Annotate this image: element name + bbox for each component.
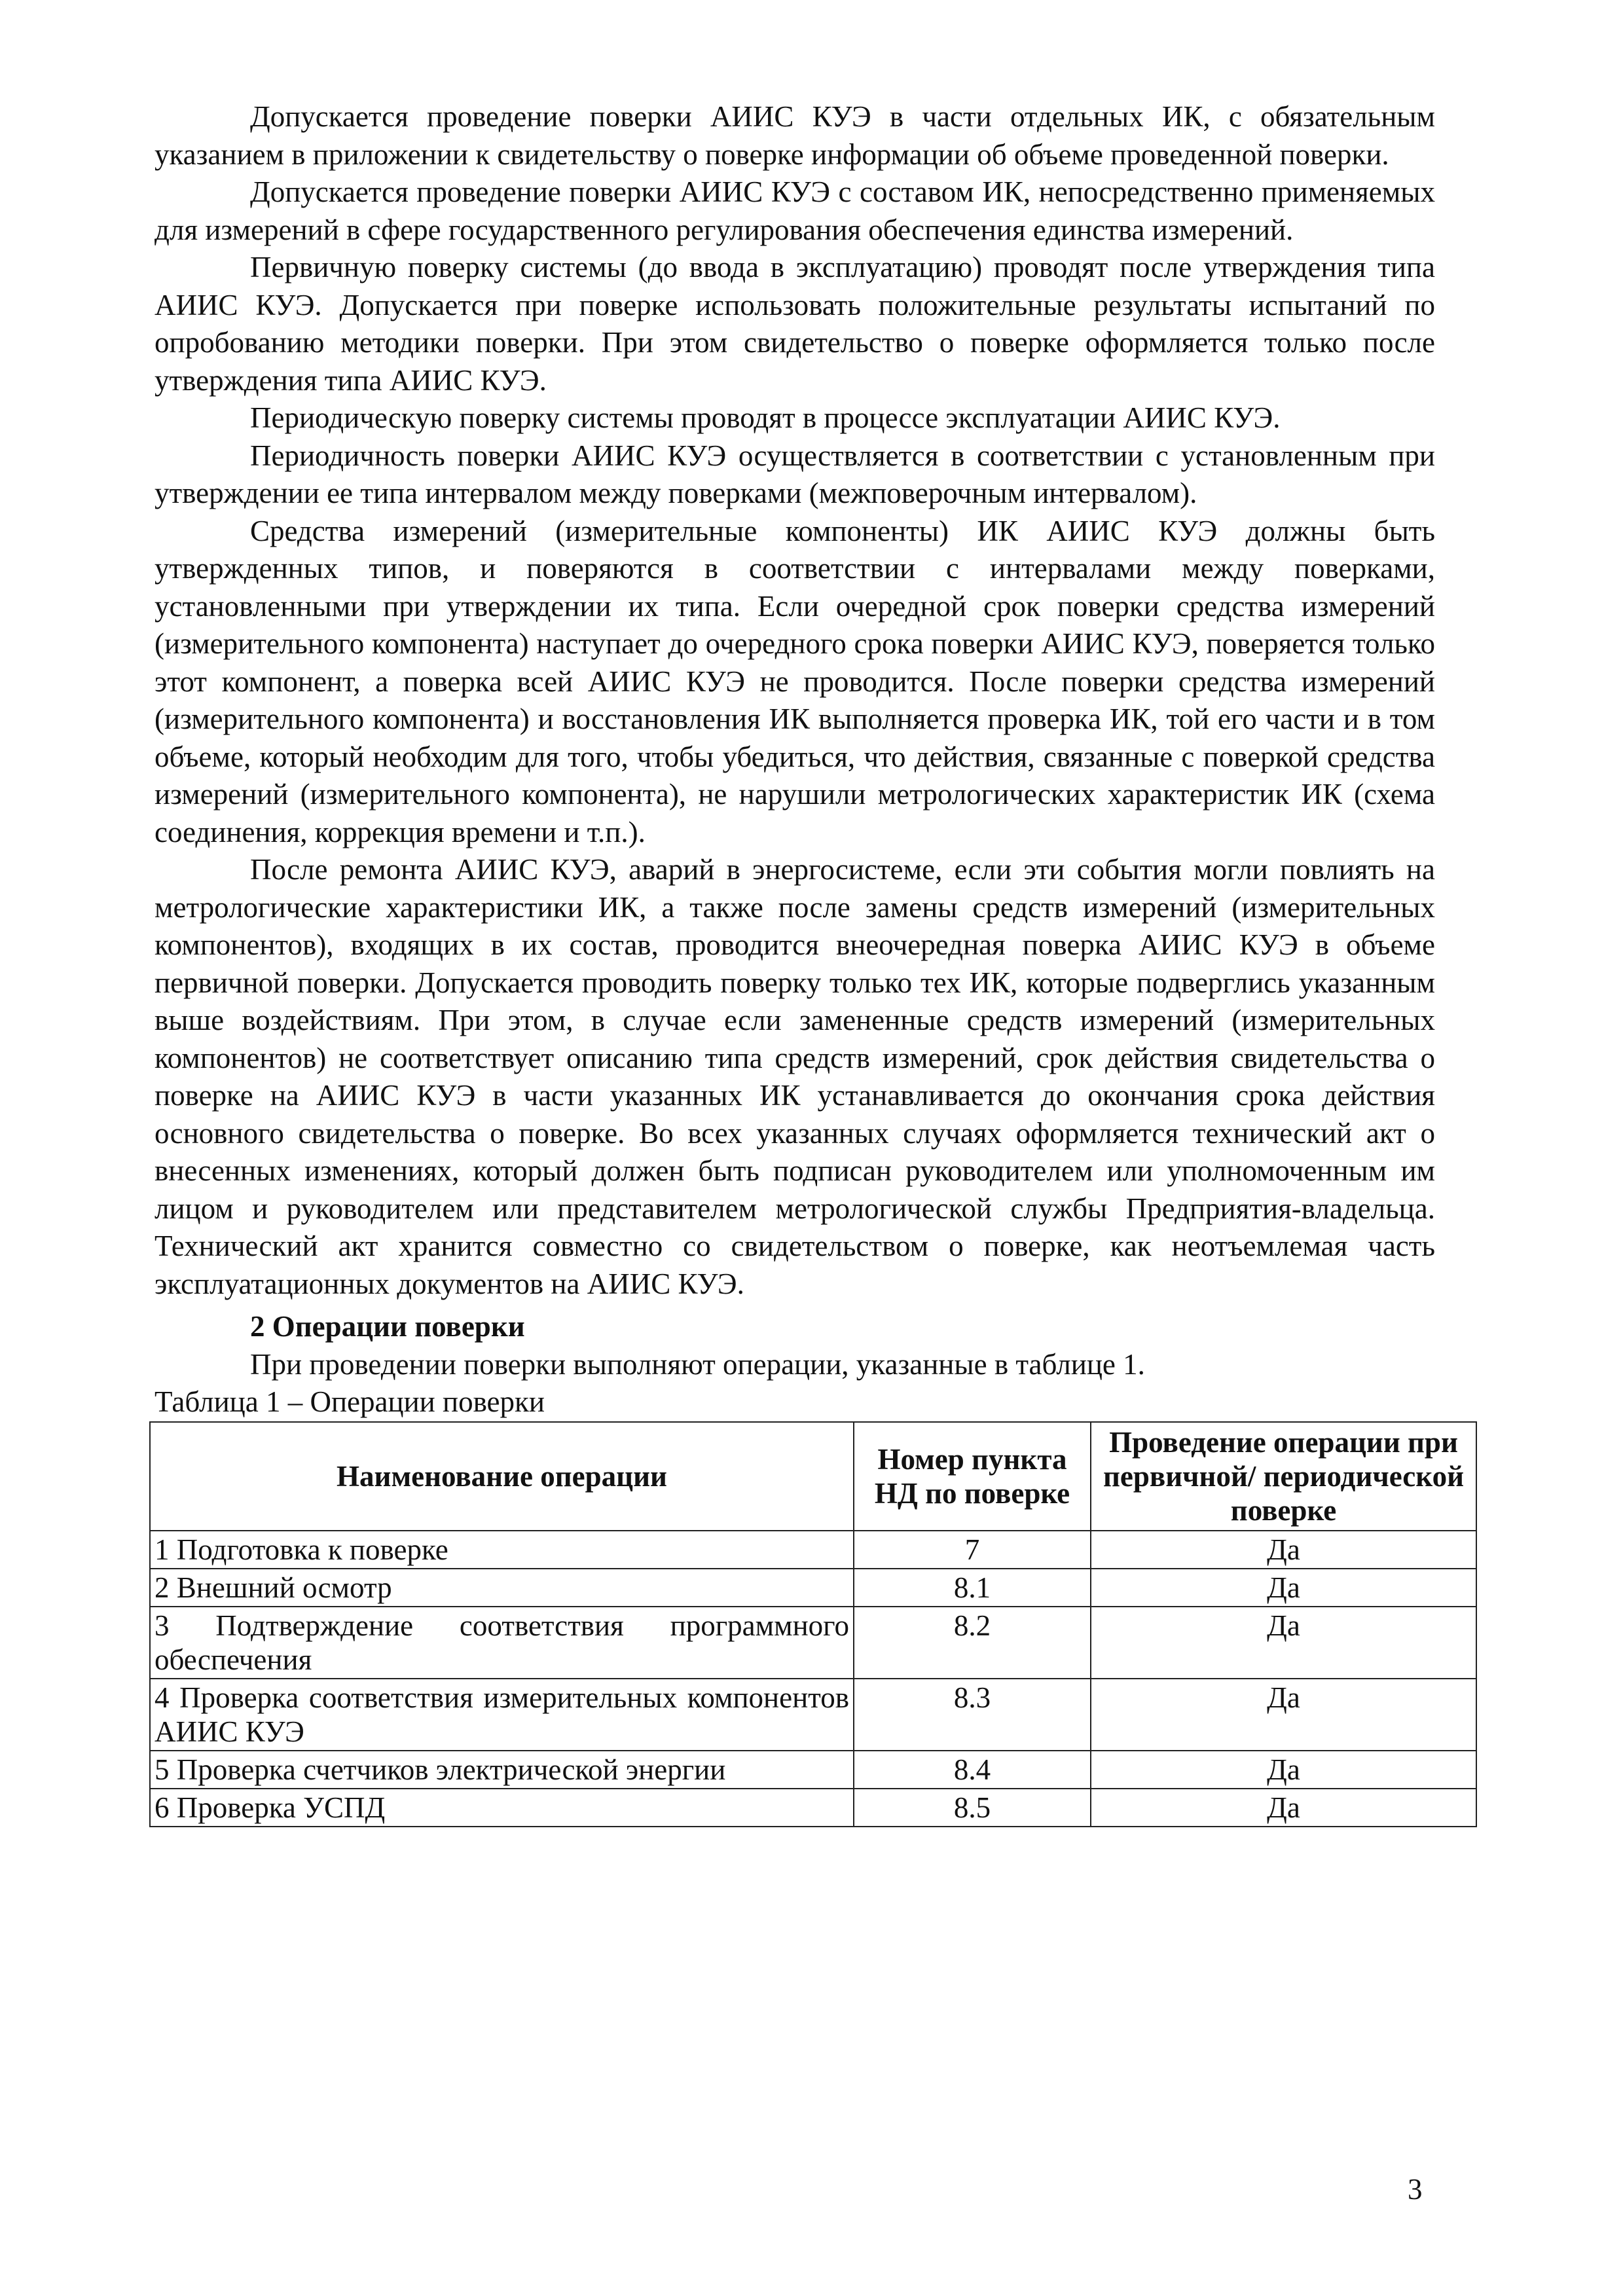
operation-conduct: Да (1091, 1607, 1476, 1679)
operation-conduct: Да (1091, 1679, 1476, 1751)
paragraph-measuring-instruments: Средства измерений (измерительные компоненты) ИК АИИС КУЭ должны быть утвержденных типов, и поверяются в соответствии с интервалами между поверками, установленными при утверждении их типа. Если очередной срок поверки средства измерений (измерительного компонента) наступает до очередного срока поверки АИИС КУЭ, поверяется только этот компонент, а поверка всей АИИС КУЭ не проводится. После поверки средства измерений (измерительного компонента) и восстановления ИК выполняется проверка ИК, той его части и в том объеме, который необходим для того, чтобы убедиться, что действия, связанные с поверкой средства измерений (измерительного компонента), не нарушили метрологических характеристик ИК (схема соединения, коррекция времени и т.п.). (155, 514, 1435, 848)
page-number: 3 (1408, 2173, 1423, 2206)
operation-conduct: Да (1091, 1789, 1476, 1827)
header-operation-name: Наименование операции (150, 1422, 854, 1531)
table-row (150, 1789, 1476, 1827)
header-item-number: Номер пункта НД по поверке (854, 1422, 1091, 1531)
operation-conduct: Да (1091, 1569, 1476, 1607)
operation-name: 3 Подтверждение соответствия программного обеспечения (150, 1607, 854, 1679)
paragraph-verification-interval: Периодичность поверки АИИС КУЭ осуществляется в соответствии с установленным при утверждении ее типа интервалом между поверками (межповерочным интервалом). (155, 439, 1435, 509)
paragraph-periodic-verification: Периодическую поверку системы проводят в процессе эксплуатации АИИС КУЭ. (250, 401, 1281, 434)
table-row (150, 1569, 1476, 1607)
operation-name: 6 Проверка УСПД (150, 1789, 854, 1827)
section-title: 2 Операции поверки (250, 1310, 525, 1343)
operation-number: 8.4 (854, 1751, 1091, 1789)
operation-number: 8.2 (854, 1607, 1091, 1679)
operation-number: 8.5 (854, 1789, 1091, 1827)
operation-name: 4 Проверка соответствия измерительных компонентов АИИС КУЭ (150, 1679, 854, 1751)
paragraph-primary-verification: Первичную поверку системы (до ввода в эксплуатацию) проводят после утверждения типа АИИС КУЭ. Допускается при поверке использовать положительные результаты испытаний по опробованию методики поверки. При этом свидетельство о поверке оформляется только после утверждения типа АИИС КУЭ. (155, 251, 1435, 397)
paragraph-state-regulation: Допускается проведение поверки АИИС КУЭ с составом ИК, непосредственно применяемых для измерений в сфере государственного регулирования обеспечения единства измерений. (155, 175, 1435, 246)
section-intro: При проведении поверки выполняют операции, указанные в таблице 1. (250, 1347, 1145, 1381)
operation-conduct: Да (1091, 1751, 1476, 1789)
table-header-row (150, 1422, 1476, 1531)
operation-conduct: Да (1091, 1531, 1476, 1569)
table-row (150, 1751, 1476, 1789)
table-row (150, 1531, 1476, 1569)
document-body (155, 98, 1465, 1827)
paragraph-partial-verification: Допускается проведение поверки АИИС КУЭ в части отдельных ИК, с обязательным указанием в приложении к свидетельству о поверке информации об объеме проведенной поверки. (155, 100, 1435, 171)
operation-number: 7 (854, 1531, 1091, 1569)
operations-table (149, 1421, 1477, 1827)
operation-name: 1 Подготовка к поверке (150, 1531, 854, 1569)
operation-number: 8.3 (854, 1679, 1091, 1751)
operation-name: 2 Внешний осмотр (150, 1569, 854, 1607)
table-row (150, 1679, 1476, 1751)
header-conduct: Проведение операции при первичной/ периодической поверке (1091, 1422, 1476, 1531)
table-caption: Таблица 1 – Операции поверки (155, 1385, 545, 1418)
table-row (150, 1607, 1476, 1679)
paragraph-repair-verification: После ремонта АИИС КУЭ, аварий в энергосистеме, если эти события могли повлиять на метрологические характеристики ИК, а также после замены средств измерений (измерительных компонентов), входящих в их состав, проводится внеочередная поверка АИИС КУЭ в объеме первичной поверки. Допускается проводить поверку только тех ИК, которые подверглись указанным выше воздействиям. При этом, в случае если замененные средств измерений (измерительных компонентов) не соответствует описанию типа средств измерений, срок действия свидетельства о поверке на АИИС КУЭ в части указанных ИК устанавливается до окончания срока действия основного свидетельства о поверке. Во всех указанных случаях оформляется технический акт о внесенных изменениях, который должен быть подписан руководителем или уполномоченным им лицом и руководителем или представителем метрологической службы Предприятия-владельца. Технический акт хранится совместно со свидетельством о поверке, как неотъемлемая часть эксплуатационных документов на АИИС КУЭ. (155, 853, 1435, 1300)
operation-number: 8.1 (854, 1569, 1091, 1607)
operation-name: 5 Проверка счетчиков электрической энергии (150, 1751, 854, 1789)
